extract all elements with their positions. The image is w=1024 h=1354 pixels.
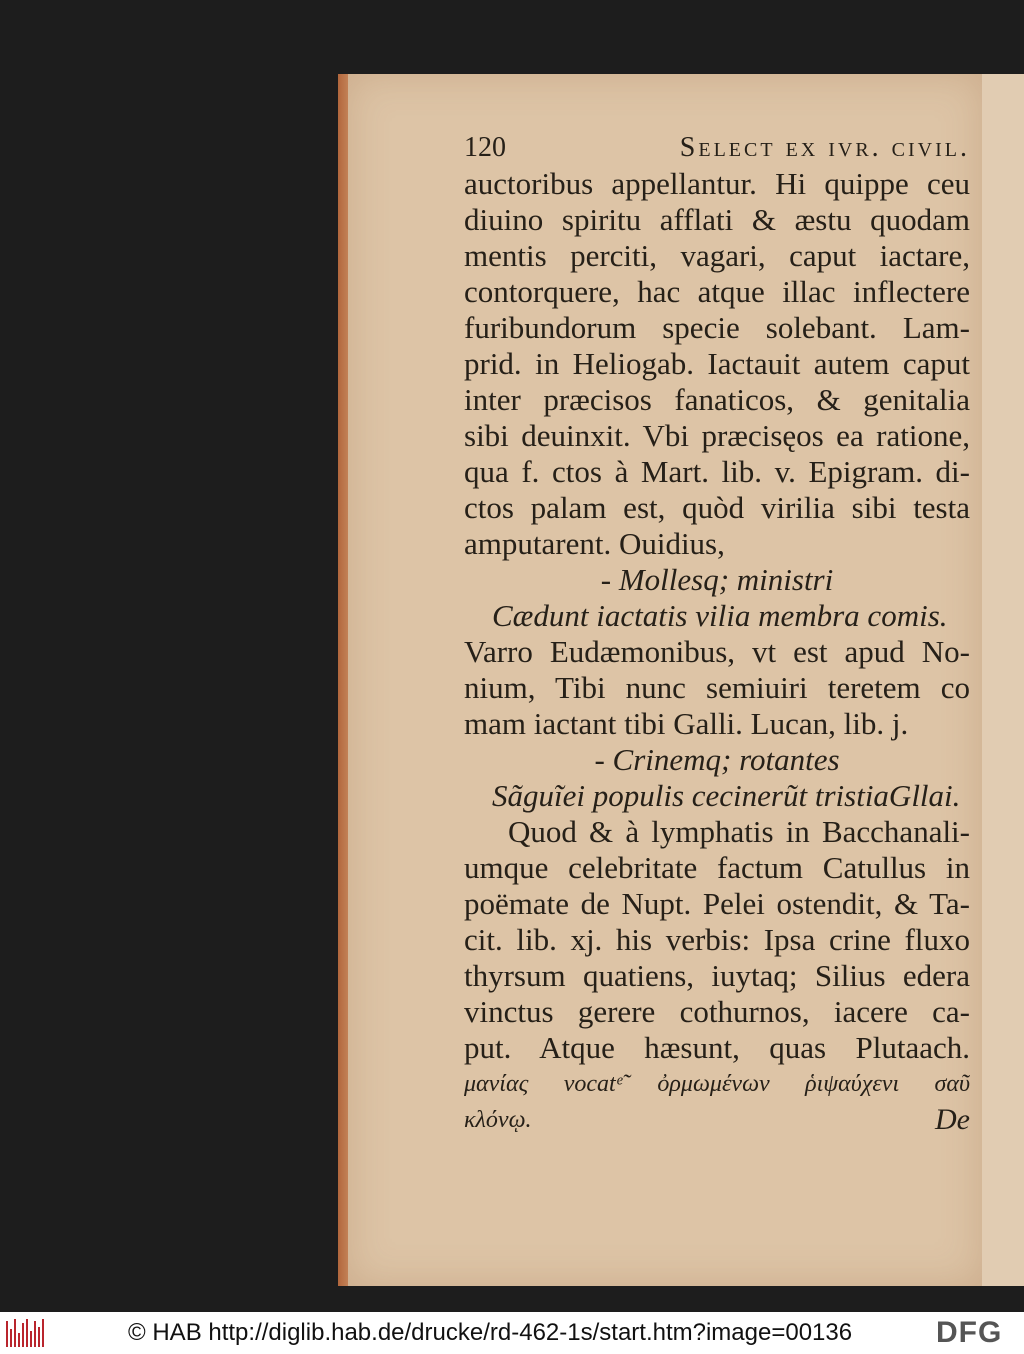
page-number: 120 (464, 132, 506, 163)
text-line: sibi deuinxit. Vbi præcisęos ea ratione, (464, 418, 970, 453)
footer-bar (0, 1312, 1024, 1354)
text-line: umque celebritate factum Catullus in (464, 850, 970, 885)
text-line: mentis perciti, vagari, caput iactare, (464, 238, 970, 273)
page-header (464, 130, 970, 166)
text-line: mam iactant tibi Galli. Lucan, lib. j. (464, 706, 909, 741)
catchword-line (464, 1102, 970, 1138)
text-line: amputarent. Ouidius, (464, 526, 725, 561)
text-line: qua f. ctos à Mart. lib. v. Epigram. di- (464, 454, 970, 489)
copyright-link[interactable]: © HAB http://diglib.hab.de/drucke/rd-462-1s/start.htm?image=00136 (128, 1319, 853, 1346)
text-line: put. Atque hæsunt, quas Plutaach. (464, 1030, 970, 1065)
verse-line: Sãguĩei populis cecinerũt tristiaGllai. (492, 778, 961, 813)
text-line: diuino spiritu afflati & æstu quodam (464, 202, 970, 237)
text-line: cit. lib. xj. his verbis: Ipsa crine fluxo (464, 922, 970, 957)
text-line: furibundorum specie solebant. Lam- (464, 310, 970, 345)
dfg-logo-icon[interactable]: DFG (936, 1316, 1003, 1349)
catchword: De (935, 1103, 970, 1136)
text-line: poëmate de Nupt. Pelei ostendit, & Ta- (464, 886, 970, 921)
text-line: Quod & à lymphatis in Bacchanali- (508, 814, 970, 849)
running-head: Select ex ivr. civil. (679, 132, 970, 163)
facing-page-edge (982, 74, 1024, 1286)
text-line: ctos palam est, quòd virilia sibi testa (464, 490, 970, 525)
hab-barcode-logo-icon[interactable] (6, 1319, 46, 1347)
verse-line: Cædunt iactatis vilia membra comis. (492, 598, 948, 633)
greek-line: μανίας vocatᵉ̃ ὀρμωμένων ῥιψαύχενι σαῦ (464, 1071, 970, 1097)
page-text (464, 130, 970, 1138)
text-line: thyrsum quatiens, iuytaq; Silius edera (464, 958, 970, 993)
verse-line: - Mollesq; ministri (600, 562, 834, 597)
text-line: auctoribus appellantur. Hi quippe ceu (464, 166, 970, 201)
text-line: inter præcisos fanaticos, & genitalia (464, 382, 970, 417)
text-line: contorquere, hac atque illac inflectere (464, 274, 970, 309)
text-line: Varro Eudæmonibus, vt est apud No- (464, 634, 970, 669)
greek-line-end: κλόνῳ. (464, 1107, 532, 1133)
text-line: nium, Tibi nunc semiuiri teretem co (464, 670, 970, 705)
text-line: vinctus gerere cothurnos, iacere ca- (464, 994, 970, 1029)
verse-line: - Crinemq; rotantes (594, 742, 840, 777)
text-line: prid. in Heliogab. Iactauit autem caput (464, 346, 970, 381)
